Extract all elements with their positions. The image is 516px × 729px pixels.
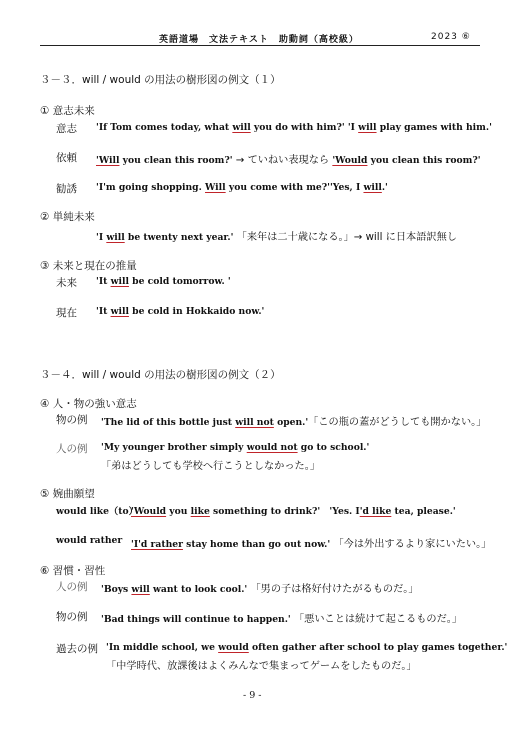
example-sentence-volition: 'If Tom comes today, what will you do with him?' 'I will play games with him.' bbox=[96, 122, 492, 133]
row-label-future: 未来 bbox=[56, 277, 77, 289]
translation-middle-school: 「中学時代、放課後はよくみんなで集まってゲームをしたものだ。」 bbox=[106, 661, 417, 672]
row-label-person-example: 人の例 bbox=[56, 443, 88, 455]
header-divider bbox=[40, 45, 480, 46]
row-label-thing-example: 物の例 bbox=[56, 414, 88, 426]
example-sentence-would-like: 'Would you like something to drink?' 'Yes. I'd like tea, please.' bbox=[131, 506, 456, 517]
group-heading-volitional-future: ① 意志未来 bbox=[40, 105, 95, 117]
translation-younger-brother: 「弟はどうしても学校へ行こうとしなかった。」 bbox=[101, 461, 321, 472]
section-title-3-3: ３－３．will / would の用法の樹形図の例文（１） bbox=[40, 74, 281, 86]
document-header-year: 2023 ⑥ bbox=[431, 32, 471, 42]
row-label-volition: 意志 bbox=[56, 123, 77, 135]
example-sentence-present-conjecture: 'It will be cold in Hokkaido now.' bbox=[96, 306, 265, 317]
group-heading-simple-future: ② 単純未来 bbox=[40, 211, 95, 223]
document-header-title: 英語道場 文法テキスト 助動詞（高校級） bbox=[159, 35, 359, 45]
row-label-person-habit: 人の例 bbox=[56, 581, 88, 593]
page-number: - 9 - bbox=[243, 690, 262, 701]
group-heading-strong-will: ④ 人・物の強い意志 bbox=[40, 398, 137, 410]
row-label-past-habit: 過去の例 bbox=[56, 643, 98, 655]
row-label-invitation: 勧誘 bbox=[56, 183, 77, 195]
example-sentence-request: 'Will you clean this room?' → ていねい表現なら 'Would you clean this room?' bbox=[96, 155, 481, 166]
section-title-3-4: ３－４．will / would の用法の樹形図の例文（２） bbox=[40, 369, 281, 381]
group-heading-polite-wish: ⑤ 婉曲願望 bbox=[40, 488, 95, 500]
group-heading-habit: ⑥ 習慣・習性 bbox=[40, 565, 106, 577]
row-label-would-rather: would rather bbox=[56, 535, 123, 546]
example-sentence-simple-future: 'I will be twenty next year.' 「来年は二十歳になる。」→ will に日本語訳無し bbox=[96, 232, 457, 243]
example-sentence-boys: 'Boys will want to look cool.' 「男の子は格好付けたがるものだ。」 bbox=[101, 584, 419, 595]
example-sentence-bad-things: 'Bad things will continue to happen.' 「悪いことは続けて起こるものだ。」 bbox=[101, 614, 463, 625]
row-label-present: 現在 bbox=[56, 307, 77, 319]
example-sentence-bottle-lid: 'The lid of this bottle just will not open.'「この瓶の蓋がどうしても開かない。」 bbox=[101, 417, 487, 428]
example-sentence-middle-school: 'In middle school, we would often gather after school to play games together.' bbox=[106, 642, 508, 653]
example-sentence-younger-brother: 'My younger brother simply would not go to school.' bbox=[101, 442, 370, 453]
example-sentence-invitation: 'I'm going shopping. Will you come with me?''Yes, I will.' bbox=[96, 182, 388, 193]
row-label-request: 依頼 bbox=[56, 152, 77, 164]
example-sentence-future-conjecture: 'It will be cold tomorrow. ' bbox=[96, 276, 231, 287]
example-sentence-would-rather: 'I'd rather stay home than go out now.' 「今は外出するより家にいたい。」 bbox=[131, 539, 492, 550]
group-heading-conjecture: ③ 未来と現在の推量 bbox=[40, 260, 137, 272]
row-label-thing-habit: 物の例 bbox=[56, 611, 88, 623]
row-label-would-like: would like（to） bbox=[56, 506, 138, 517]
